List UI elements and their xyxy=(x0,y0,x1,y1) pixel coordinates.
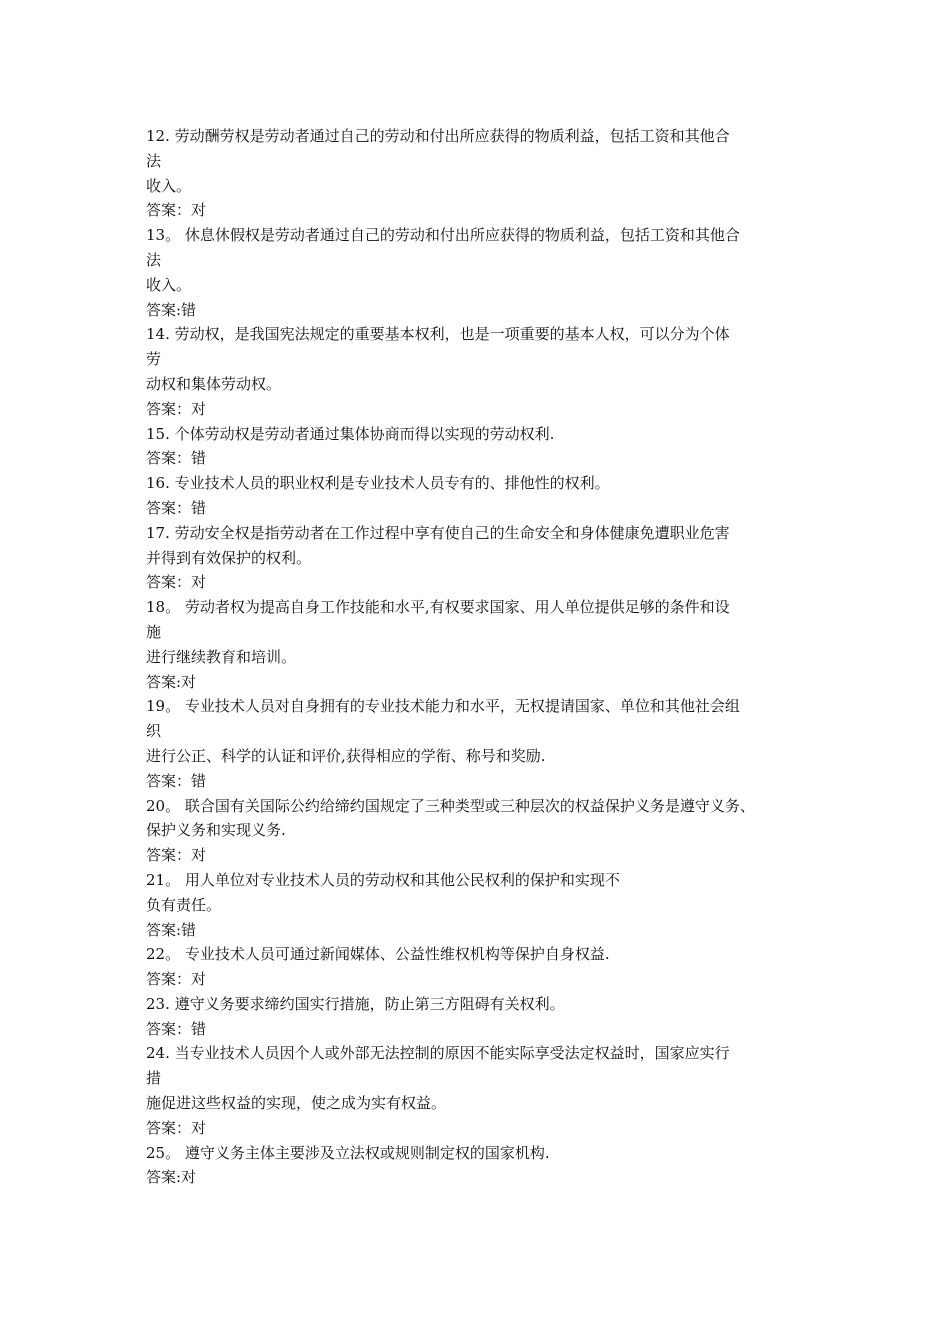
text-line: 19。 专业技术人员对自身拥有的专业技术能力和水平，无权提请国家、单位和其他社会组 xyxy=(146,697,740,716)
text-line: 答案：对 xyxy=(146,970,207,989)
text-line: 17. 劳动安全权是指劳动者在工作过程中享有使自己的生命安全和身体健康免遭职业危害 xyxy=(146,523,730,542)
text-line: 并得到有效保护的权利。 xyxy=(146,548,312,567)
text-line: 答案：对 xyxy=(146,201,207,220)
text-line: 答案:对 xyxy=(146,672,197,691)
text-line: 18。 劳动者权为提高自身工作技能和水平,有权要求国家、用人单位提供足够的条件和设 xyxy=(146,598,730,617)
text-line: 劳 xyxy=(146,350,162,369)
text-line: 答案：对 xyxy=(146,1118,207,1137)
text-line: 13。 休息休假权是劳动者通过自己的劳动和付出所应获得的物质利益，包括工资和其他合 xyxy=(146,226,740,245)
text-line: 收入。 xyxy=(146,275,192,294)
text-line: 负有责任。 xyxy=(146,895,222,914)
text-line: 施 xyxy=(146,622,162,641)
text-line: 答案：错 xyxy=(146,771,207,790)
text-line: 法 xyxy=(146,250,162,269)
text-line: 进行公正、科学的认证和评价,获得相应的学衔、称号和奖励. xyxy=(146,746,546,765)
text-line: 施促进这些权益的实现，使之成为实有权益。 xyxy=(146,1094,447,1113)
text-line: 21。 用人单位对专业技术人员的劳动权和其他公民权利的保护和实现不 xyxy=(146,870,620,889)
document-body xyxy=(146,124,836,1190)
text-line: 措 xyxy=(146,1069,162,1088)
text-line: 动权和集体劳动权。 xyxy=(146,374,282,393)
text-line: 答案：对 xyxy=(146,399,207,418)
text-line: 20。 联合国有关国际公约给缔约国规定了三种类型或三种层次的权益保护义务是遵守义务、 xyxy=(146,796,755,815)
text-line: 14. 劳动权，是我国宪法规定的重要基本权利，也是一项重要的基本人权，可以分为个体 xyxy=(146,325,730,344)
text-line: 答案：错 xyxy=(146,449,207,468)
text-line: 进行继续教育和培训。 xyxy=(146,647,297,666)
text-line: 答案：错 xyxy=(146,498,207,517)
text-line: 答案:错 xyxy=(146,300,197,319)
text-line: 答案：对 xyxy=(146,573,207,592)
text-line: 12. 劳动酬劳权是劳动者通过自己的劳动和付出所应获得的物质利益，包括工资和其他合 xyxy=(146,127,730,145)
text-line: 答案：对 xyxy=(146,846,207,865)
text-line: 答案:错 xyxy=(146,920,197,939)
text-line: 收入。 xyxy=(146,176,192,195)
text-line: 22。 专业技术人员可通过新闻媒体、公益性维权机构等保护自身权益. xyxy=(146,945,610,964)
text-line: 16. 专业技术人员的职业权利是专业技术人员专有的、排他性的权利。 xyxy=(146,474,610,493)
text-line: 23. 遵守义务要求缔约国实行措施，防止第三方阻碍有关权利。 xyxy=(146,994,565,1013)
text-line: 25。 遵守义务主体主要涉及立法权或规则制定权的国家机构. xyxy=(146,1143,550,1162)
text-line: 保护义务和实现义务. xyxy=(146,821,286,840)
text-line: 答案:对 xyxy=(146,1168,197,1187)
text-line: 24. 当专业技术人员因个人或外部无法控制的原因不能实际享受法定权益时，国家应实行 xyxy=(146,1044,730,1063)
text-line: 织 xyxy=(146,722,162,741)
text-line: 答案：错 xyxy=(146,1019,207,1038)
text-line: 法 xyxy=(146,151,162,170)
text-line: 15. 个体劳动权是劳动者通过集体协商而得以实现的劳动权利. xyxy=(146,424,555,443)
